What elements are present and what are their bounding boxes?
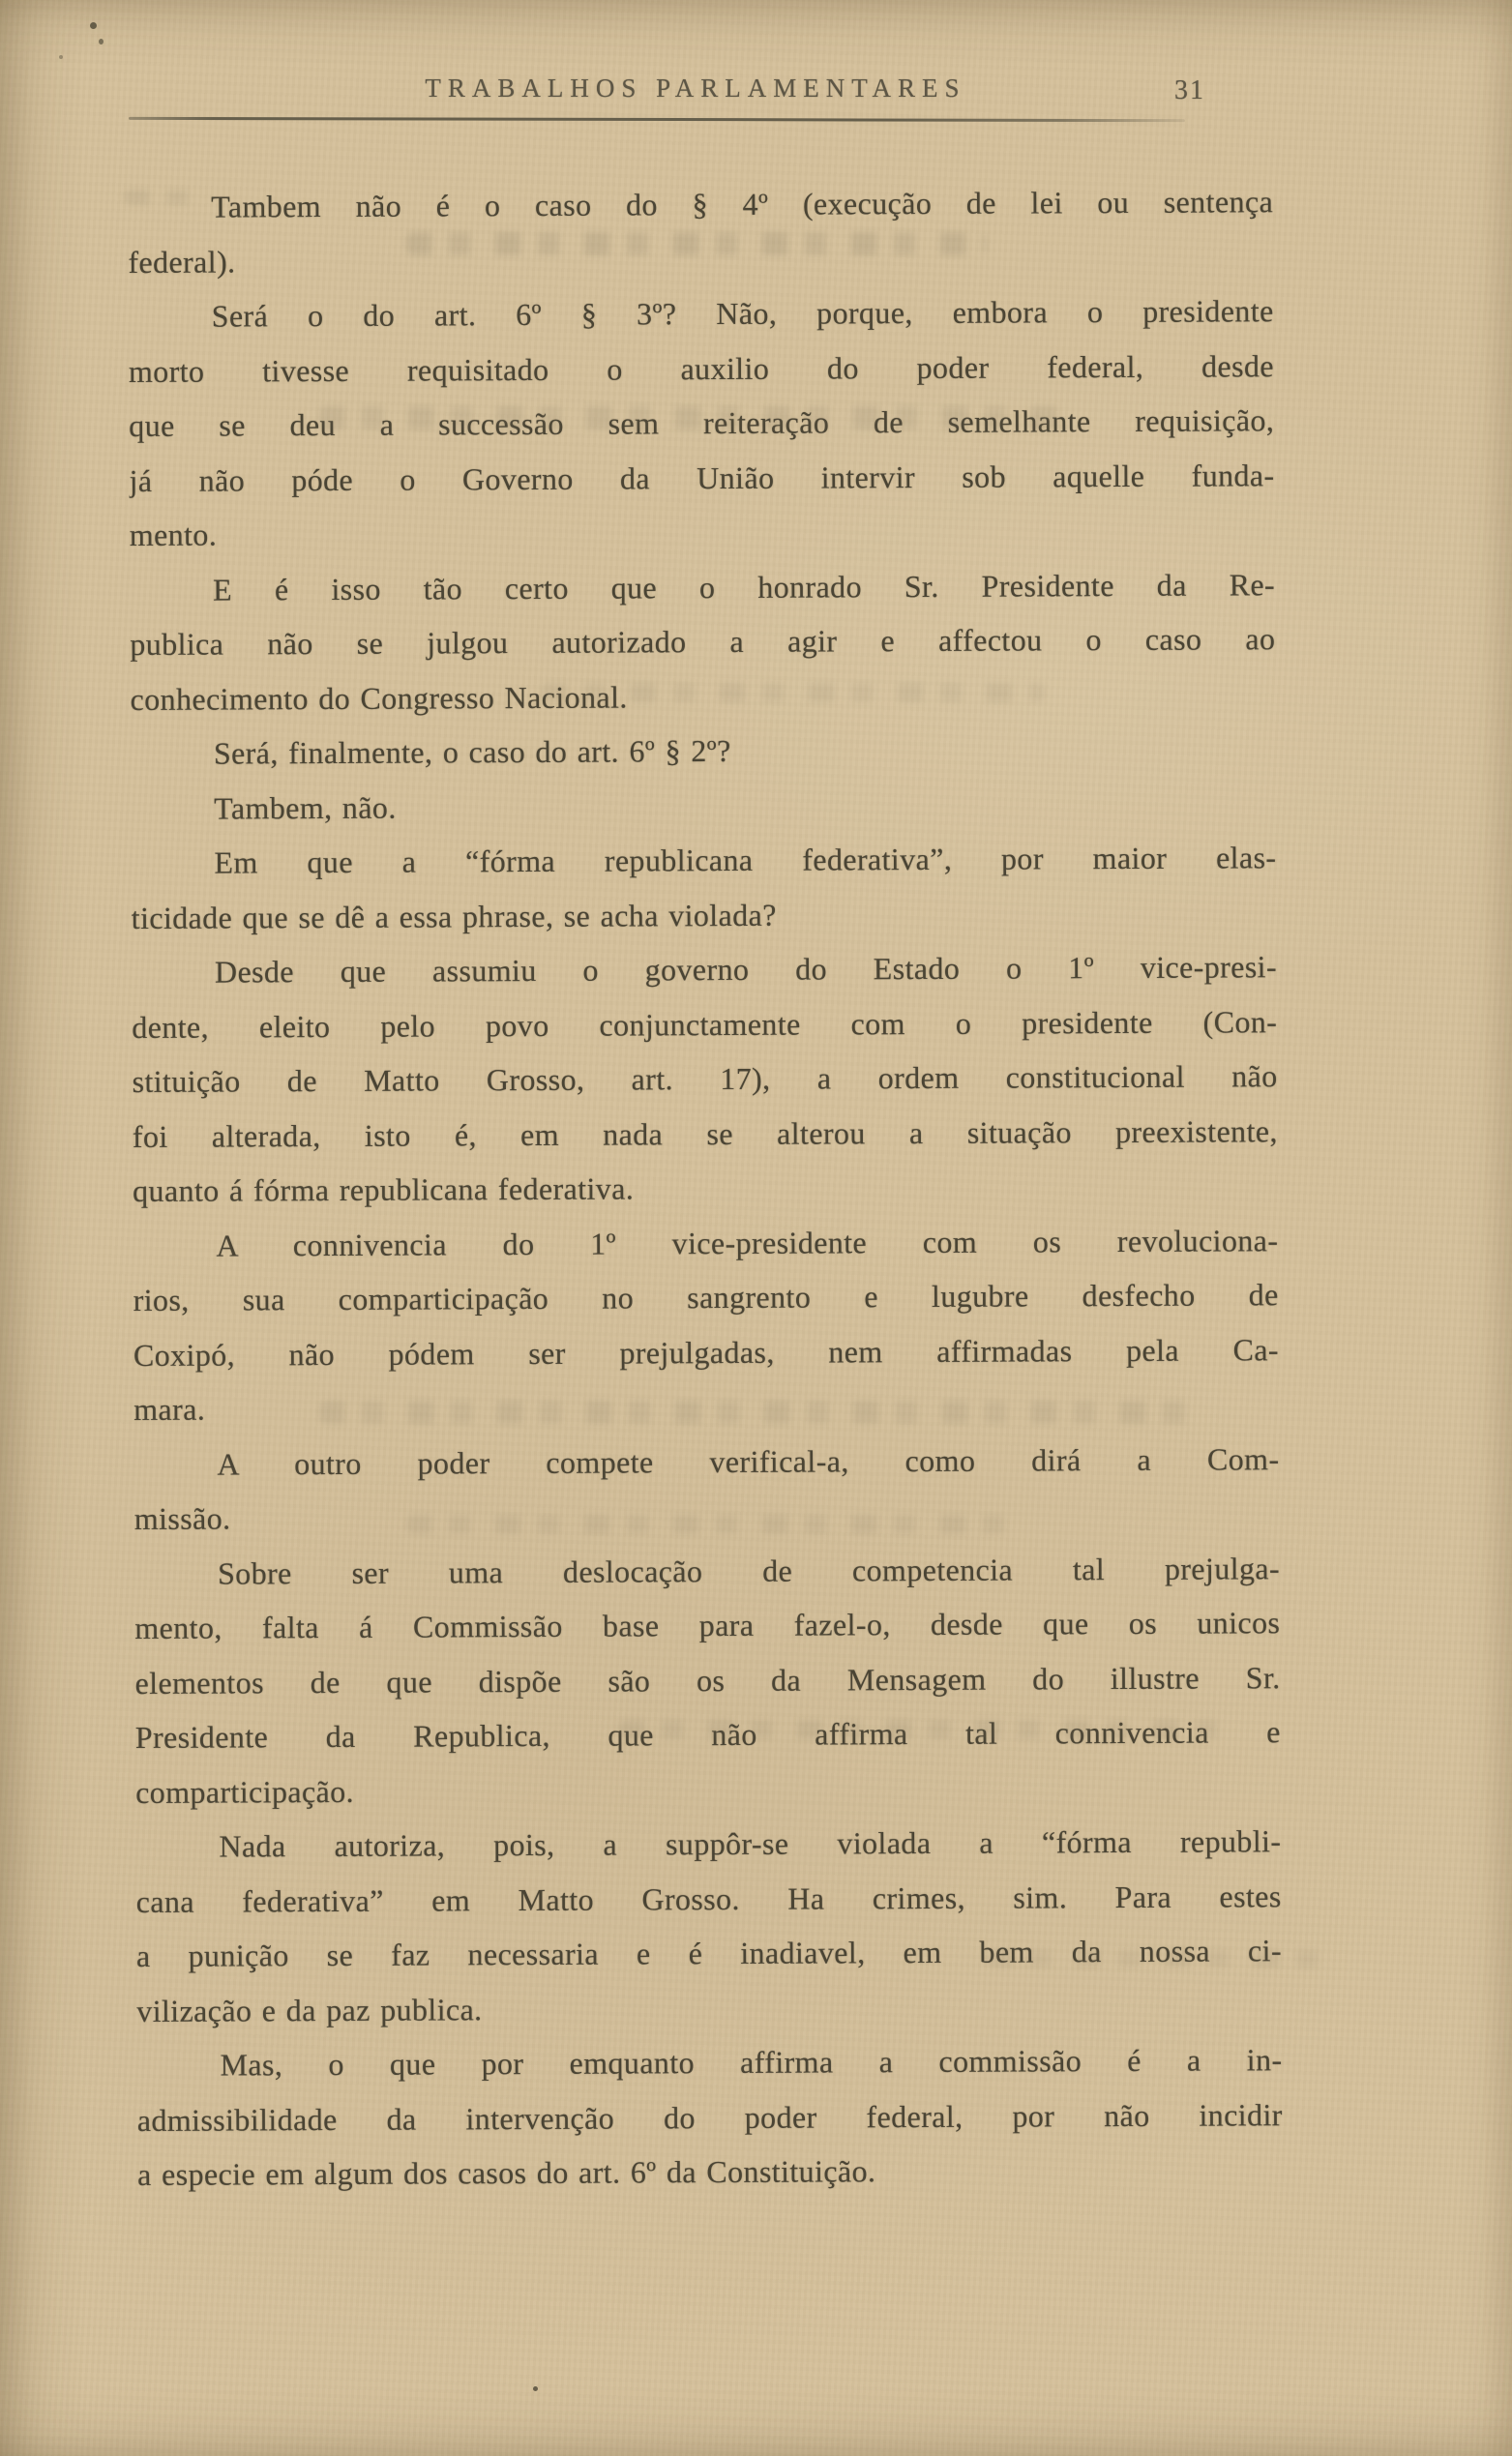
show-through-smudge xyxy=(619,1720,1238,1739)
text-line: rios, sua comparticipação no sangrento e lugubre desfecho de xyxy=(133,1277,1279,1317)
text-line: Nada autoriza, pois, a suppôr-se violada a “fórma republi- xyxy=(219,1823,1282,1864)
paper-speck xyxy=(533,2386,538,2391)
text-line: A outro poder compete verifical-a, como dirá a Com- xyxy=(217,1440,1280,1482)
show-through-smudge xyxy=(319,1401,1190,1424)
show-through-smudge xyxy=(124,190,213,205)
text-line: Em que a “fórma republicana federativa”, por maior elas- xyxy=(214,840,1277,880)
text-line: foi alterada, isto é, em nada se alterou a situação preexistente, xyxy=(132,1112,1278,1154)
text-line: Mas, o que por emquanto affirma a commissão é a in- xyxy=(220,2042,1283,2083)
paper-speck xyxy=(99,39,104,44)
text-line: ticidade que se dê a essa phrase, se acha violada? xyxy=(131,897,777,935)
text-line: mento, falta á Commissão base para fazel-o, desde que os unicos xyxy=(134,1605,1281,1645)
text-line: mara. xyxy=(133,1391,206,1427)
text-line: Presidente da Republica, que não affirma tal connivencia e xyxy=(134,1714,1281,1755)
page-number: 31 xyxy=(1174,75,1205,105)
text-line: Tambem não é o caso do § 4º (execução de lei ou sentença xyxy=(211,184,1274,224)
text-line: quanto á fórma republicana federativa. xyxy=(133,1170,635,1208)
text-line: Sobre ser uma deslocação de competencia tal prejulga- xyxy=(217,1550,1281,1591)
text-line: Será o do art. 6º § 3º? Não, porque, embora o presidente xyxy=(211,293,1274,334)
text-line: dente, eleito pelo povo conjunctamente com o presidente (Con- xyxy=(132,1003,1278,1045)
text-line: Tambem, não. xyxy=(214,789,397,826)
paper-speck xyxy=(59,55,63,59)
text-line: a punição se faz necessaria e é inadiavel, em bem da nossa ci- xyxy=(135,1933,1283,1973)
text-line: que se deu a successão sem reiteração de semelhante requisição, xyxy=(129,402,1275,443)
text-line: missão. xyxy=(133,1500,231,1536)
show-through-smudge xyxy=(542,683,1045,702)
text-line: admissibilidade da intervenção do poder federal, por não incidir xyxy=(136,2096,1283,2138)
text-line: a especie em algum dos casos do art. 6º da Constituição. xyxy=(136,2153,876,2192)
paper-speck xyxy=(90,22,97,29)
text-block xyxy=(128,174,1283,2202)
text-line: vilização e da paz publica. xyxy=(136,1991,483,2028)
running-header-title: TRABALHOS PARLAMENTARES xyxy=(425,74,966,103)
text-line: federal). xyxy=(128,243,236,280)
text-line: Coxipó, não pódem ser prejulgadas, nem affirmadas pela Ca- xyxy=(133,1331,1280,1373)
text-line: stituição de Matto Grosso, art. 17), a ordem constitucional não xyxy=(132,1058,1278,1099)
running-header xyxy=(124,74,1267,104)
show-through-smudge xyxy=(406,1515,1006,1534)
show-through-smudge xyxy=(319,406,1074,429)
text-line: cana federativa” em Matto Grosso. Ha crimes, sim. Para estes xyxy=(135,1878,1282,1919)
header-rule xyxy=(129,117,1185,122)
text-line: Será, finalmente, o caso do art. 6º § 2º? xyxy=(213,732,731,771)
text-line: E é isso tão certo que o honrado Sr. Presidente da Re- xyxy=(212,566,1276,607)
show-through-smudge xyxy=(406,232,987,255)
text-line: publica não se julgou autorizado a agir e affectou o caso ao xyxy=(130,621,1276,662)
text-line: elementos de que dispõe são os da Mensagem do illustre Sr. xyxy=(134,1659,1281,1701)
text-line: A connivencia do 1º vice-presidente com os revoluciona- xyxy=(216,1222,1279,1263)
show-through-smudge xyxy=(987,1950,1335,1968)
text-line: comparticipação. xyxy=(135,1773,355,1810)
text-line: Desde que assumiu o governo do Estado o 1º vice-presi- xyxy=(214,949,1278,990)
text-line: conhecimento do Congresso Nacional. xyxy=(130,678,628,717)
text-line: morto tivesse requisitado o auxilio do poder federal, desde xyxy=(128,347,1275,389)
text-line: mento. xyxy=(129,517,218,552)
text-line: já não póde o Governo da União intervir sob aquelle funda- xyxy=(129,457,1275,498)
